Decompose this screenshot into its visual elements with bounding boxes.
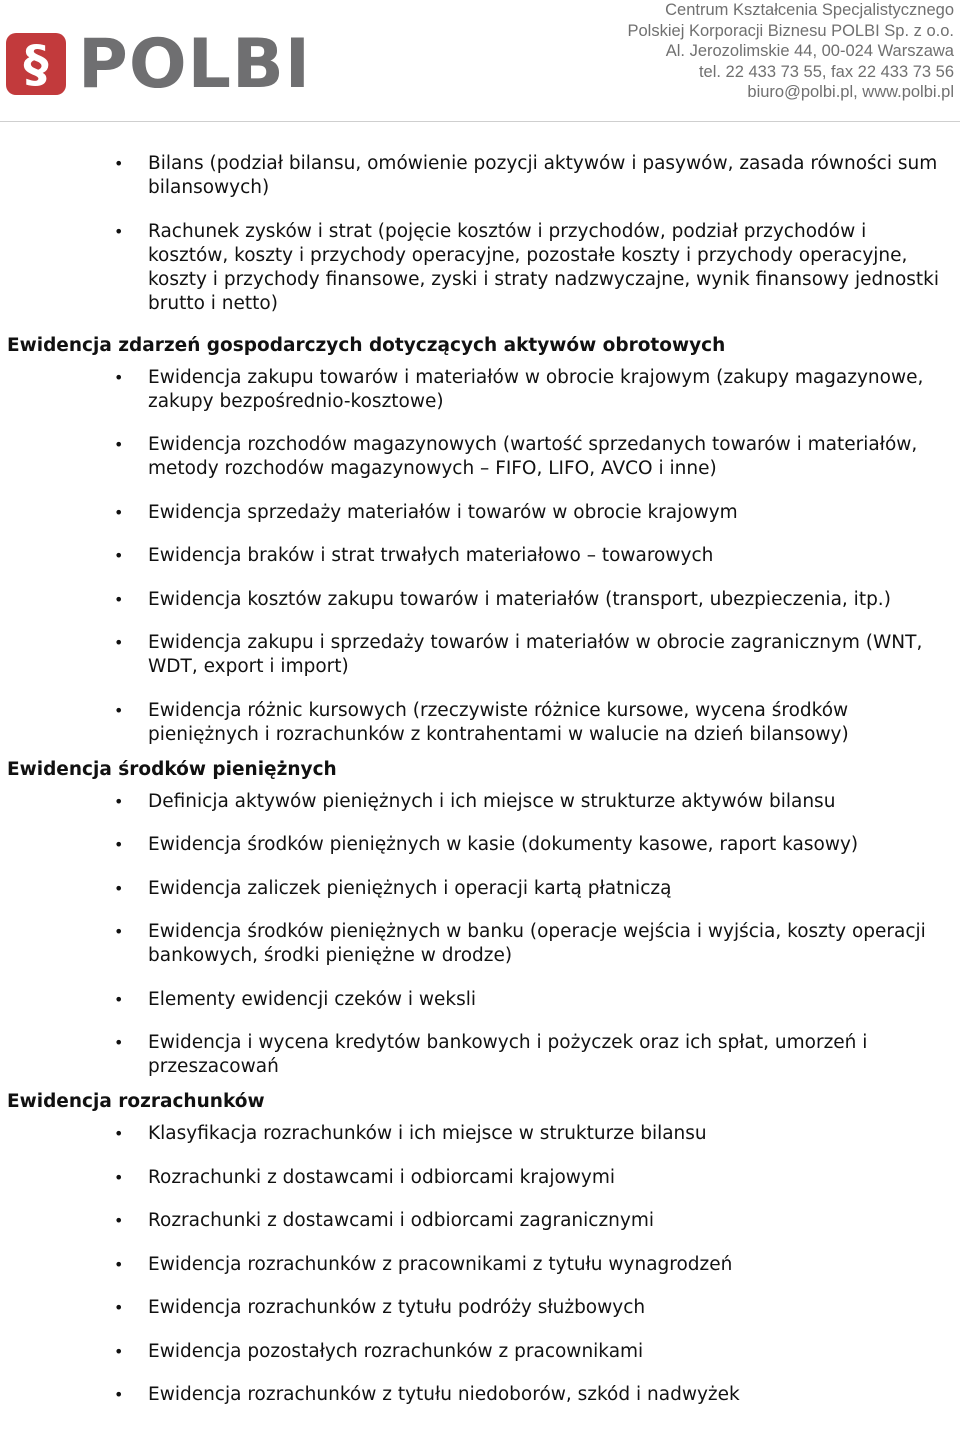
list-item: • Definicja aktywów pieniężnych i ich miejsce w strukturze aktywów bilansu (114, 790, 836, 812)
list-item: • Ewidencja środków pieniężnych w banku (operacje wejścia i wyjścia, koszty operacji bankowych, środki pieniężne w drodze) (114, 921, 926, 966)
bullet-icon: • (114, 878, 124, 898)
list-item: • Rachunek zysków i strat (pojęcie kosztów i przychodów, podział przychodów i kosztów, koszty i przychody operacyjne, pozostałe koszty i przychody operacyjne, koszty i przychody finansowe, zyski i straty nadzwyczajne, wynik finansowy jednostki brutto i netto) (114, 220, 940, 314)
bullet-icon: • (114, 1341, 124, 1361)
document-body (0, 152, 960, 1418)
contact-line: Al. Jerozolimskie 44, 00-024 Warszawa (665, 42, 954, 60)
bullet-icon: • (114, 633, 124, 652)
list-item: • Bilans (podział bilansu, omówienie pozycji aktywów i pasywów, zasada równości sum bilansowych) (114, 153, 938, 198)
list-item: • Rozrachunki z dostawcami i odbiorcami krajowymi (114, 1166, 616, 1188)
list-item: • Ewidencja różnic kursowych (rzeczywiste różnice kursowe, wycena środków pieniężnych i rozrachunków z kontrahentami w walucie na dzień bilansowy) (114, 699, 849, 745)
list-item: • Ewidencja rozrachunków z tytułu podróży służbowych (114, 1297, 646, 1318)
bullet-icon: • (114, 1167, 124, 1187)
bullet-icon: • (114, 1385, 124, 1404)
list-item: • Ewidencja zaliczek pieniężnych i operacji kartą płatniczą (114, 877, 672, 899)
section-list (0, 790, 960, 1080)
list-item: • Ewidencja rozchodów magazynowych (wartość sprzedanych towarów i materiałów, metody rozchodów magazynowych – FIFO, LIFO, AVCO i inne) (114, 434, 918, 479)
bullet-icon: • (114, 221, 124, 241)
bullet-icon: • (114, 1033, 124, 1052)
contact-line: Polskiej Korporacji Biznesu POLBI Sp. z o.o. (627, 21, 954, 40)
list-item: • Ewidencja zakupu towarów i materiałów w obrocie krajowym (zakupy magazynowe, zakupy bezpośrednio-kosztowe) (114, 366, 924, 412)
contact-line: Centrum Kształcenia Specjalistycznego (665, 1, 954, 19)
bullet-icon: • (114, 546, 124, 565)
header-divider (0, 121, 960, 122)
intro-list (0, 152, 960, 316)
page-header (0, 0, 960, 122)
bullet-icon: • (114, 700, 124, 720)
list-item: • Ewidencja sprzedaży materiałów i towarów w obrocie krajowym (114, 501, 738, 523)
bullet-icon: • (114, 1211, 124, 1230)
bullet-icon: • (114, 1124, 124, 1143)
bullet-icon: • (114, 922, 124, 941)
bullet-icon: • (114, 1254, 124, 1274)
list-item: • Ewidencja pozostałych rozrachunków z pracownikami (114, 1340, 644, 1362)
list-item: • Klasyfikacja rozrachunków i ich miejsce w strukturze bilansu (114, 1123, 707, 1144)
contact-line: biuro@polbi.pl, www.polbi.pl (747, 83, 954, 101)
section-title: Ewidencja środków pieniężnych (7, 758, 337, 780)
list-item: • Ewidencja braków i strat trwałych materiałowo – towarowych (114, 545, 714, 566)
contact-block (628, 0, 955, 103)
bullet-icon: • (114, 435, 124, 454)
bullet-icon: • (114, 367, 124, 387)
logo-wordmark: POLBI (78, 25, 312, 104)
list-item: • Ewidencja środków pieniężnych w kasie (dokumenty kasowe, raport kasowy) (114, 834, 859, 855)
list-item: • Ewidencja i wycena kredytów bankowych i pożyczek oraz ich spłat, umorzeń i przeszacowań (114, 1032, 868, 1077)
section-title: Ewidencja rozrachunków (7, 1091, 265, 1112)
list-item: • Ewidencja rozrachunków z pracownikami z tytułu wynagrodzeń (114, 1253, 733, 1275)
bullet-icon: • (114, 835, 124, 854)
bullet-icon: • (114, 154, 124, 173)
section-title: Ewidencja zdarzeń gospodarczych dotyczących aktywów obrotowych (7, 334, 726, 356)
section-sign-logo-icon: § (6, 33, 66, 95)
list-item: • Ewidencja rozrachunków z tytułu niedoborów, szkód i nadwyżek (114, 1384, 740, 1405)
section-list (0, 366, 960, 747)
section-list (0, 1122, 960, 1407)
bullet-icon: • (114, 502, 124, 522)
contact-line: tel. 22 433 73 55, fax 22 433 73 56 (698, 62, 954, 81)
bullet-icon: • (114, 791, 124, 811)
list-item: • Elementy ewidencji czeków i weksli (114, 988, 477, 1010)
list-item: • Ewidencja kosztów zakupu towarów i materiałów (transport, ubezpieczenia, itp.) (114, 588, 891, 610)
bullet-icon: • (114, 989, 124, 1009)
bullet-icon: • (114, 589, 124, 609)
list-item: • Rozrachunki z dostawcami i odbiorcami zagranicznymi (114, 1210, 654, 1231)
bullet-icon: • (114, 1298, 124, 1317)
list-item: • Ewidencja zakupu i sprzedaży towarów i materiałów w obrocie zagranicznym (WNT, WDT, export i import) (114, 632, 923, 677)
